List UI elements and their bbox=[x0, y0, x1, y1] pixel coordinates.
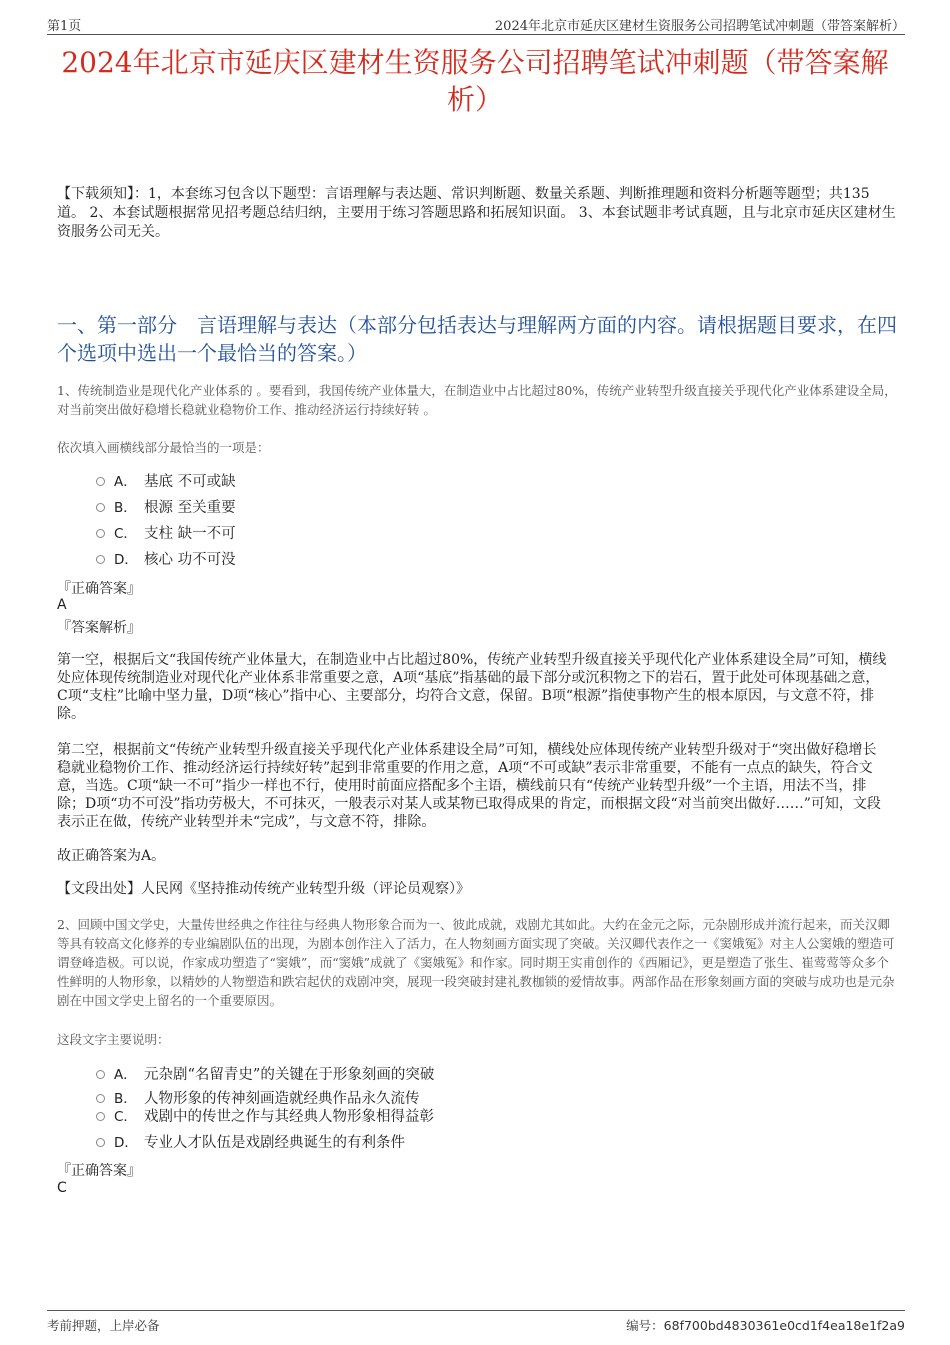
option-a[interactable]: A． 元杂剧“名留青史”的关键在于形象刻画的突破 bbox=[96, 1061, 896, 1085]
question-1-prompt: 依次填入画横线部分最恰当的一项是： bbox=[57, 440, 270, 455]
analysis-label: 『答案解析』 bbox=[57, 620, 141, 636]
page-number: 第1页 bbox=[47, 19, 82, 34]
correct-answer: C bbox=[57, 1180, 67, 1196]
analysis-conclusion: 故正确答案为A。 bbox=[57, 848, 166, 864]
analysis-paragraph-1: 第一空，根据后文“我国传统产业体量大，在制造业中占比超过80%，传统产业转型升级直接关乎现代化产业体系建设全局”可知，横线处应体现传统制造业对现代化产业体系非常重要之意，A项“基底”指基础的最下部分或沉积物之下的岩石，置于此处可体现基础之意，C项“支柱”比喻中坚力量，D项“核心”指中心、主要部分，均符合文意，保留。B项“根源”指使事物产生的根本原因，与文意不符，排除。 bbox=[57, 652, 887, 722]
radio-button-icon[interactable] bbox=[96, 1094, 105, 1103]
radio-button-icon[interactable] bbox=[96, 1070, 105, 1079]
header-doc-title: 2024年北京市延庆区建材生资服务公司招聘笔试冲刺题（带答案解析） bbox=[494, 19, 905, 34]
question-1-options bbox=[96, 468, 896, 572]
document-code: 编号：68f700bd4830361e0cd1f4ea18e1f2a9 bbox=[626, 1318, 905, 1333]
correct-answer-label: 『正确答案』 bbox=[57, 1163, 141, 1179]
document-title: 2024年北京市延庆区建材生资服务公司招聘笔试冲刺题（带答案解析） bbox=[61, 46, 889, 116]
option-b[interactable]: B． 根源 至关重要 bbox=[96, 494, 896, 520]
correct-answer-label: 『正确答案』 bbox=[57, 581, 141, 597]
download-notice: 【下载须知】：1，本套练习包含以下题型：言语理解与表达题、常识判断题、数量关系题、判断推理题和资料分析题等题型；共135道。 2、本套试题根据常见招考题总结归纳，主要用于练习答题思路和拓展知识面。 3、本套试题非考试真题，且与北京市延庆区建材生资服务公司无关。 bbox=[57, 186, 896, 240]
correct-answer: A bbox=[57, 597, 67, 613]
question-1-text: 1、传统制造业是现代化产业体系的 。要看到，我国传统产业体量大，在制造业中占比超过80%，传统产业转型升级直接关乎现代化产业体系建设全局，对当前突出做好稳增长稳就业稳物价工作、推动经济运行持续好转 。 bbox=[57, 383, 897, 417]
section-heading: 一、第一部分 言语理解与表达（本部分包括表达与理解两方面的内容。请根据题目要求，在四个选项中选出一个最恰当的答案。） bbox=[57, 313, 897, 365]
option-d[interactable]: D． 专业人才队伍是戏剧经典诞生的有利条件 bbox=[96, 1129, 896, 1155]
radio-button-icon[interactable] bbox=[96, 1112, 105, 1121]
radio-button-icon[interactable] bbox=[96, 477, 105, 486]
analysis-paragraph-2: 第二空，根据前文“传统产业转型升级直接关乎现代化产业体系建设全局”可知，横线处应体现传统产业转型升级对于“突出做好稳增长稳就业稳物价工作、推动经济运行持续好转”起到非常重要的作用之意，A项“不可或缺”表示非常重要，不能有一点点的缺失，符合文意，当选。C项“缺一不可”指少一样也不行，使用时前面应搭配多个主语，横线前只有“传统产业转型升级”一个主语，用法不当，排除；D项“功不可没”指功劳极大，不可抹灭，一般表示对某人或某物已取得成果的肯定，而根据文段“对当前突出做好……”可知，文段表示正在做，传统产业转型并未“完成”，与文意不符，排除。 bbox=[57, 742, 881, 830]
option-c[interactable]: C． 戏剧中的传世之作与其经典人物形象相得益彰 bbox=[96, 1103, 896, 1129]
footer-slogan: 考前押题，上岸必备 bbox=[47, 1318, 160, 1333]
option-b[interactable]: B． 人物形象的传神刻画造就经典作品永久流传 bbox=[96, 1085, 896, 1103]
question-2-options bbox=[96, 1061, 896, 1155]
page-footer bbox=[47, 1310, 905, 1333]
option-d[interactable]: D． 核心 功不可没 bbox=[96, 546, 896, 572]
option-c[interactable]: C． 支柱 缺一不可 bbox=[96, 520, 896, 546]
radio-button-icon[interactable] bbox=[96, 503, 105, 512]
radio-button-icon[interactable] bbox=[96, 555, 105, 564]
radio-button-icon[interactable] bbox=[96, 529, 105, 538]
option-a[interactable]: A． 基底 不可或缺 bbox=[96, 468, 896, 494]
page-header bbox=[47, 14, 905, 35]
radio-button-icon[interactable] bbox=[96, 1138, 105, 1147]
passage-source: 【文段出处】人民网《坚持推动传统产业转型升级（评论员观察）》 bbox=[57, 881, 470, 897]
question-2-prompt: 这段文字主要说明： bbox=[57, 1032, 170, 1047]
question-2-text: 2、回顾中国文学史，大量传世经典之作往往与经典人物形象合而为一、彼此成就，戏剧尤其如此。大约在金元之际，元杂剧形成并流行起来，而关汉卿等具有较高文化修养的专业编剧队伍的出现，为剧本创作注入了活力，在人物刻画方面实现了突破。关汉卿代表作之一《窦娥冤》对主人公窦娥的塑造可谓登峰造极。可以说，作家成功塑造了“窦娥”，而“窦娥”成就了《窦娥冤》和作家。同时期王实甫创作的《西厢记》，更是塑造了张生、崔莺莺等众多个性鲜明的人物形象，以精妙的人物塑造和跌宕起伏的戏剧冲突，展现一段突破封建礼教枷锁的爱情故事。两部作品在形象刻画方面的突破与成功也是元杂剧在中国文学史上留名的一个重要原因。 bbox=[57, 917, 895, 1008]
